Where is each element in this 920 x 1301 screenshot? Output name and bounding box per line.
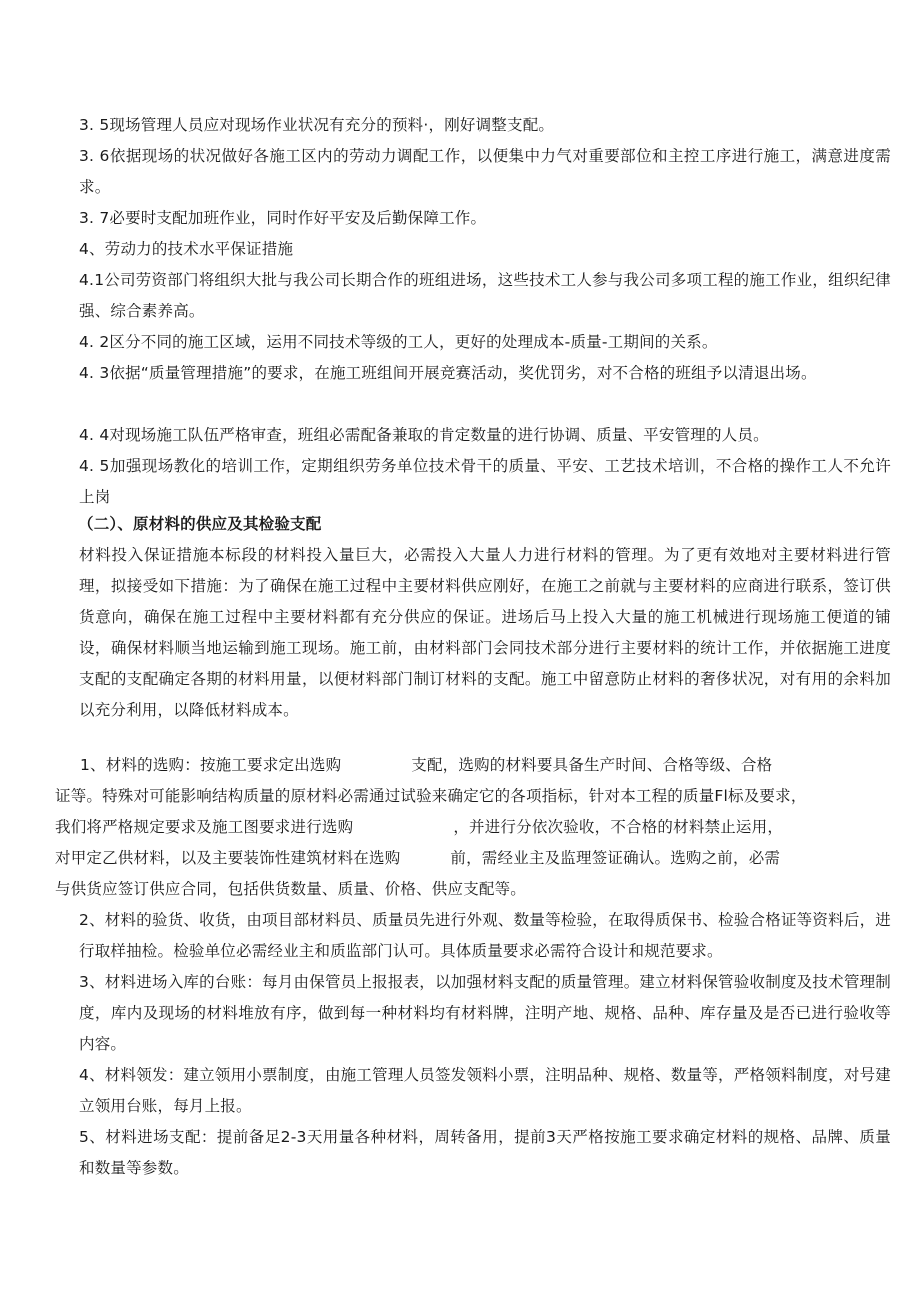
section-heading-materials: （二）、原材料的供应及其检验支配: [78, 515, 322, 533]
paragraph-item-3: 3、材料进场入库的台账：每月由保管员上报报表，以加强材料支配的质量管理。建立材料保管验收制度及技术管理制度，库内及现场的材料堆放有序，做到每一种材料均有材料牌，注明产地、规格、品种、库存量及是否已进行验收等内容。: [79, 973, 891, 1053]
item-1-line-4: [55, 843, 780, 874]
item-1-line-4b: 前，需经业主及监理签证确认。选购之前，必需: [450, 849, 781, 867]
paragraph-3-5: 3. 5现场管理人员应对现场作业状况有充分的预料·，刚好调整支配。: [79, 116, 555, 134]
paragraph-4-4: 4. 4对现场施工队伍严格审查，班组必需配备兼取的肯定数量的进行协调、质量、平安管理的人员。: [79, 426, 769, 444]
item-1-line-1: [80, 750, 772, 781]
item-1-line-5: [55, 874, 526, 905]
paragraph-4-1: 4.1公司劳资部门将组织大批与我公司长期合作的班组进场，这些技术工人参与我公司多项工程的施工作业，组织纪律强、综合素养高。: [79, 271, 891, 320]
item-1-line-1b: 支配，选购的材料要具备生产时间、合格等级、合格: [411, 756, 773, 774]
item-1-line-4a: 对甲定乙供材料，以及主要装饰性建筑材料在选购: [55, 849, 401, 867]
paragraph-4-2: 4. 2区分不同的施工区域，运用不同技术等级的工人，更好的处理成本-质量-工期间的关系。: [79, 333, 718, 351]
item-1-line-2-text: 证等。特殊对可能影响结构质量的原材料必需通过试验来确定它的各项指标，针对本工程的质量Fl标及要求，: [55, 787, 807, 805]
heading-labor-skill: 4、劳动力的技术水平保证措施: [79, 240, 294, 258]
paragraph-3-6: 3. 6依据现场的状况做好各施工区内的劳动力调配工作，以便集中力气对重要部位和主控工序进行施工，满意进度需求。: [79, 147, 891, 196]
paragraph-3-7: 3. 7必要时支配加班作业，同时作好平安及后勤保障工作。: [79, 209, 487, 227]
paragraph-item-4: 4、材料领发：建立领用小票制度，由施工管理人员签发领料小票，注明品种、规格、数量等，严格领料制度，对号建立领用台账，每月上报。: [79, 1066, 891, 1115]
item-1-line-3: [55, 812, 783, 843]
paragraph-item-5: 5、材料进场支配：提前备足2-3天用量各种材料，周转备用，提前3天严格按施工要求确定材料的规格、品牌、质量和数量等参数。: [79, 1128, 891, 1177]
paragraph-materials-intro: 材料投入保证措施本标段的材料投入量巨大，必需投入大量人力进行材料的管理。为了更有效地对主要材料进行管理，拟接受如下措施：为了确保在施工过程中主要材料供应刚好，在施工之前就与主要材料的应商进行联系，签订供货意向，确保在施工过程中主要材料都有充分供应的保证。进场后马上投入大量的施工机械进行现场施工便道的铺设，确保材料顺当地运输到施工现场。施工前，由材料部门会同技术部分进行主要材料的统计工作，并依据施工进度支配的支配确定各期的材料用量，以便材料部门制订材料的支配。施工中留意防止材料的奢侈状况，对有用的余料加以充分利用，以降低材料成本。: [79, 546, 891, 719]
item-1-line-2: [55, 781, 807, 812]
paragraph-4-5: 4. 5加强现场教化的培训工作，定期组织劳务单位技术骨干的质量、平安、工艺技术培训，不合格的操作工人不允许上岗: [79, 457, 891, 506]
item-1-line-3a: 我们将严格规定要求及施工图要求进行选购: [55, 818, 354, 836]
item-1-line-5-text: 与供货应签订供应合同，包括供货数量、质量、价格、供应支配等。: [55, 880, 527, 898]
paragraph-4-3: 4. 3依据“质量管理措施”的要求，在施工班组间开展竞赛活动，奖优罚劣，对不合格的班组予以清退出场。: [79, 364, 817, 382]
item-1-line-1a: 1、材料的选购：按施工要求定出选购: [80, 756, 342, 774]
paragraph-item-2: 2、材料的验货、收货，由项目部材料员、质量员先进行外观、数量等检验，在取得质保书、检验合格证等资料后，进行取样抽检。检验单位必需经业主和质监部门认可。具体质量要求必需符合设计和规范要求。: [79, 911, 891, 960]
item-1-line-3b: ，并进行分依次验收，不合格的材料禁止运用，: [453, 818, 784, 836]
